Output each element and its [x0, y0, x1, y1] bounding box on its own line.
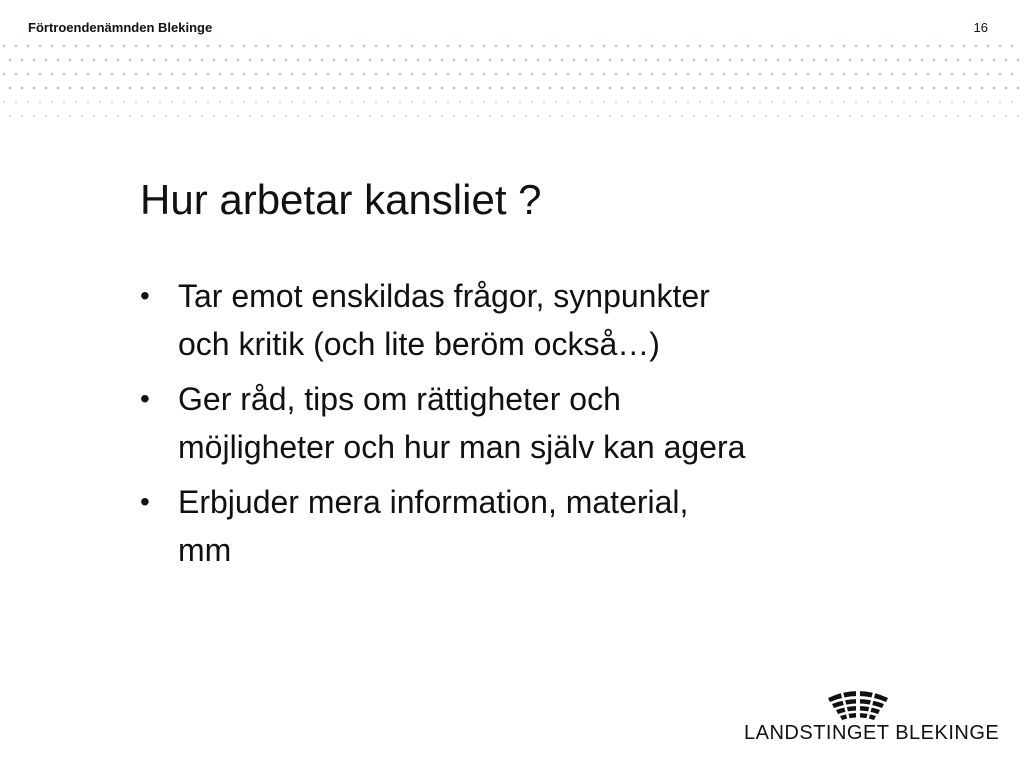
page-number: 16 [973, 20, 988, 35]
landstinget-logo [744, 688, 1000, 752]
decorative-dot-band [0, 40, 1024, 124]
bullet-list [140, 272, 900, 581]
bullet-icon: • [140, 383, 150, 414]
bullet-text-line: mm [178, 532, 232, 568]
bullet-item [140, 375, 900, 471]
bullet-text-line: och kritik (och lite beröm också…) [178, 326, 660, 362]
bullet-item [140, 272, 900, 368]
slide-title: Hur arbetar kansliet ? [140, 176, 542, 223]
logo-text: LANDSTINGET BLEKINGE [744, 722, 1000, 744]
dot-pattern [0, 40, 1024, 124]
bullet-text-line: Tar emot enskildas frågor, synpunkter [178, 278, 710, 314]
bullet-text-line: Erbjuder mera information, material, [178, 484, 689, 520]
bullet-icon: • [140, 280, 150, 311]
header-organization: Förtroendenämnden Blekinge [28, 20, 213, 35]
bullet-text-line: Ger råd, tips om rättigheter och [178, 381, 621, 417]
landstinget-emblem-icon [826, 688, 890, 722]
bullet-item [140, 478, 900, 574]
bullet-icon: • [140, 486, 150, 517]
bullet-text-line: möjligheter och hur man själv kan agera [178, 429, 746, 465]
